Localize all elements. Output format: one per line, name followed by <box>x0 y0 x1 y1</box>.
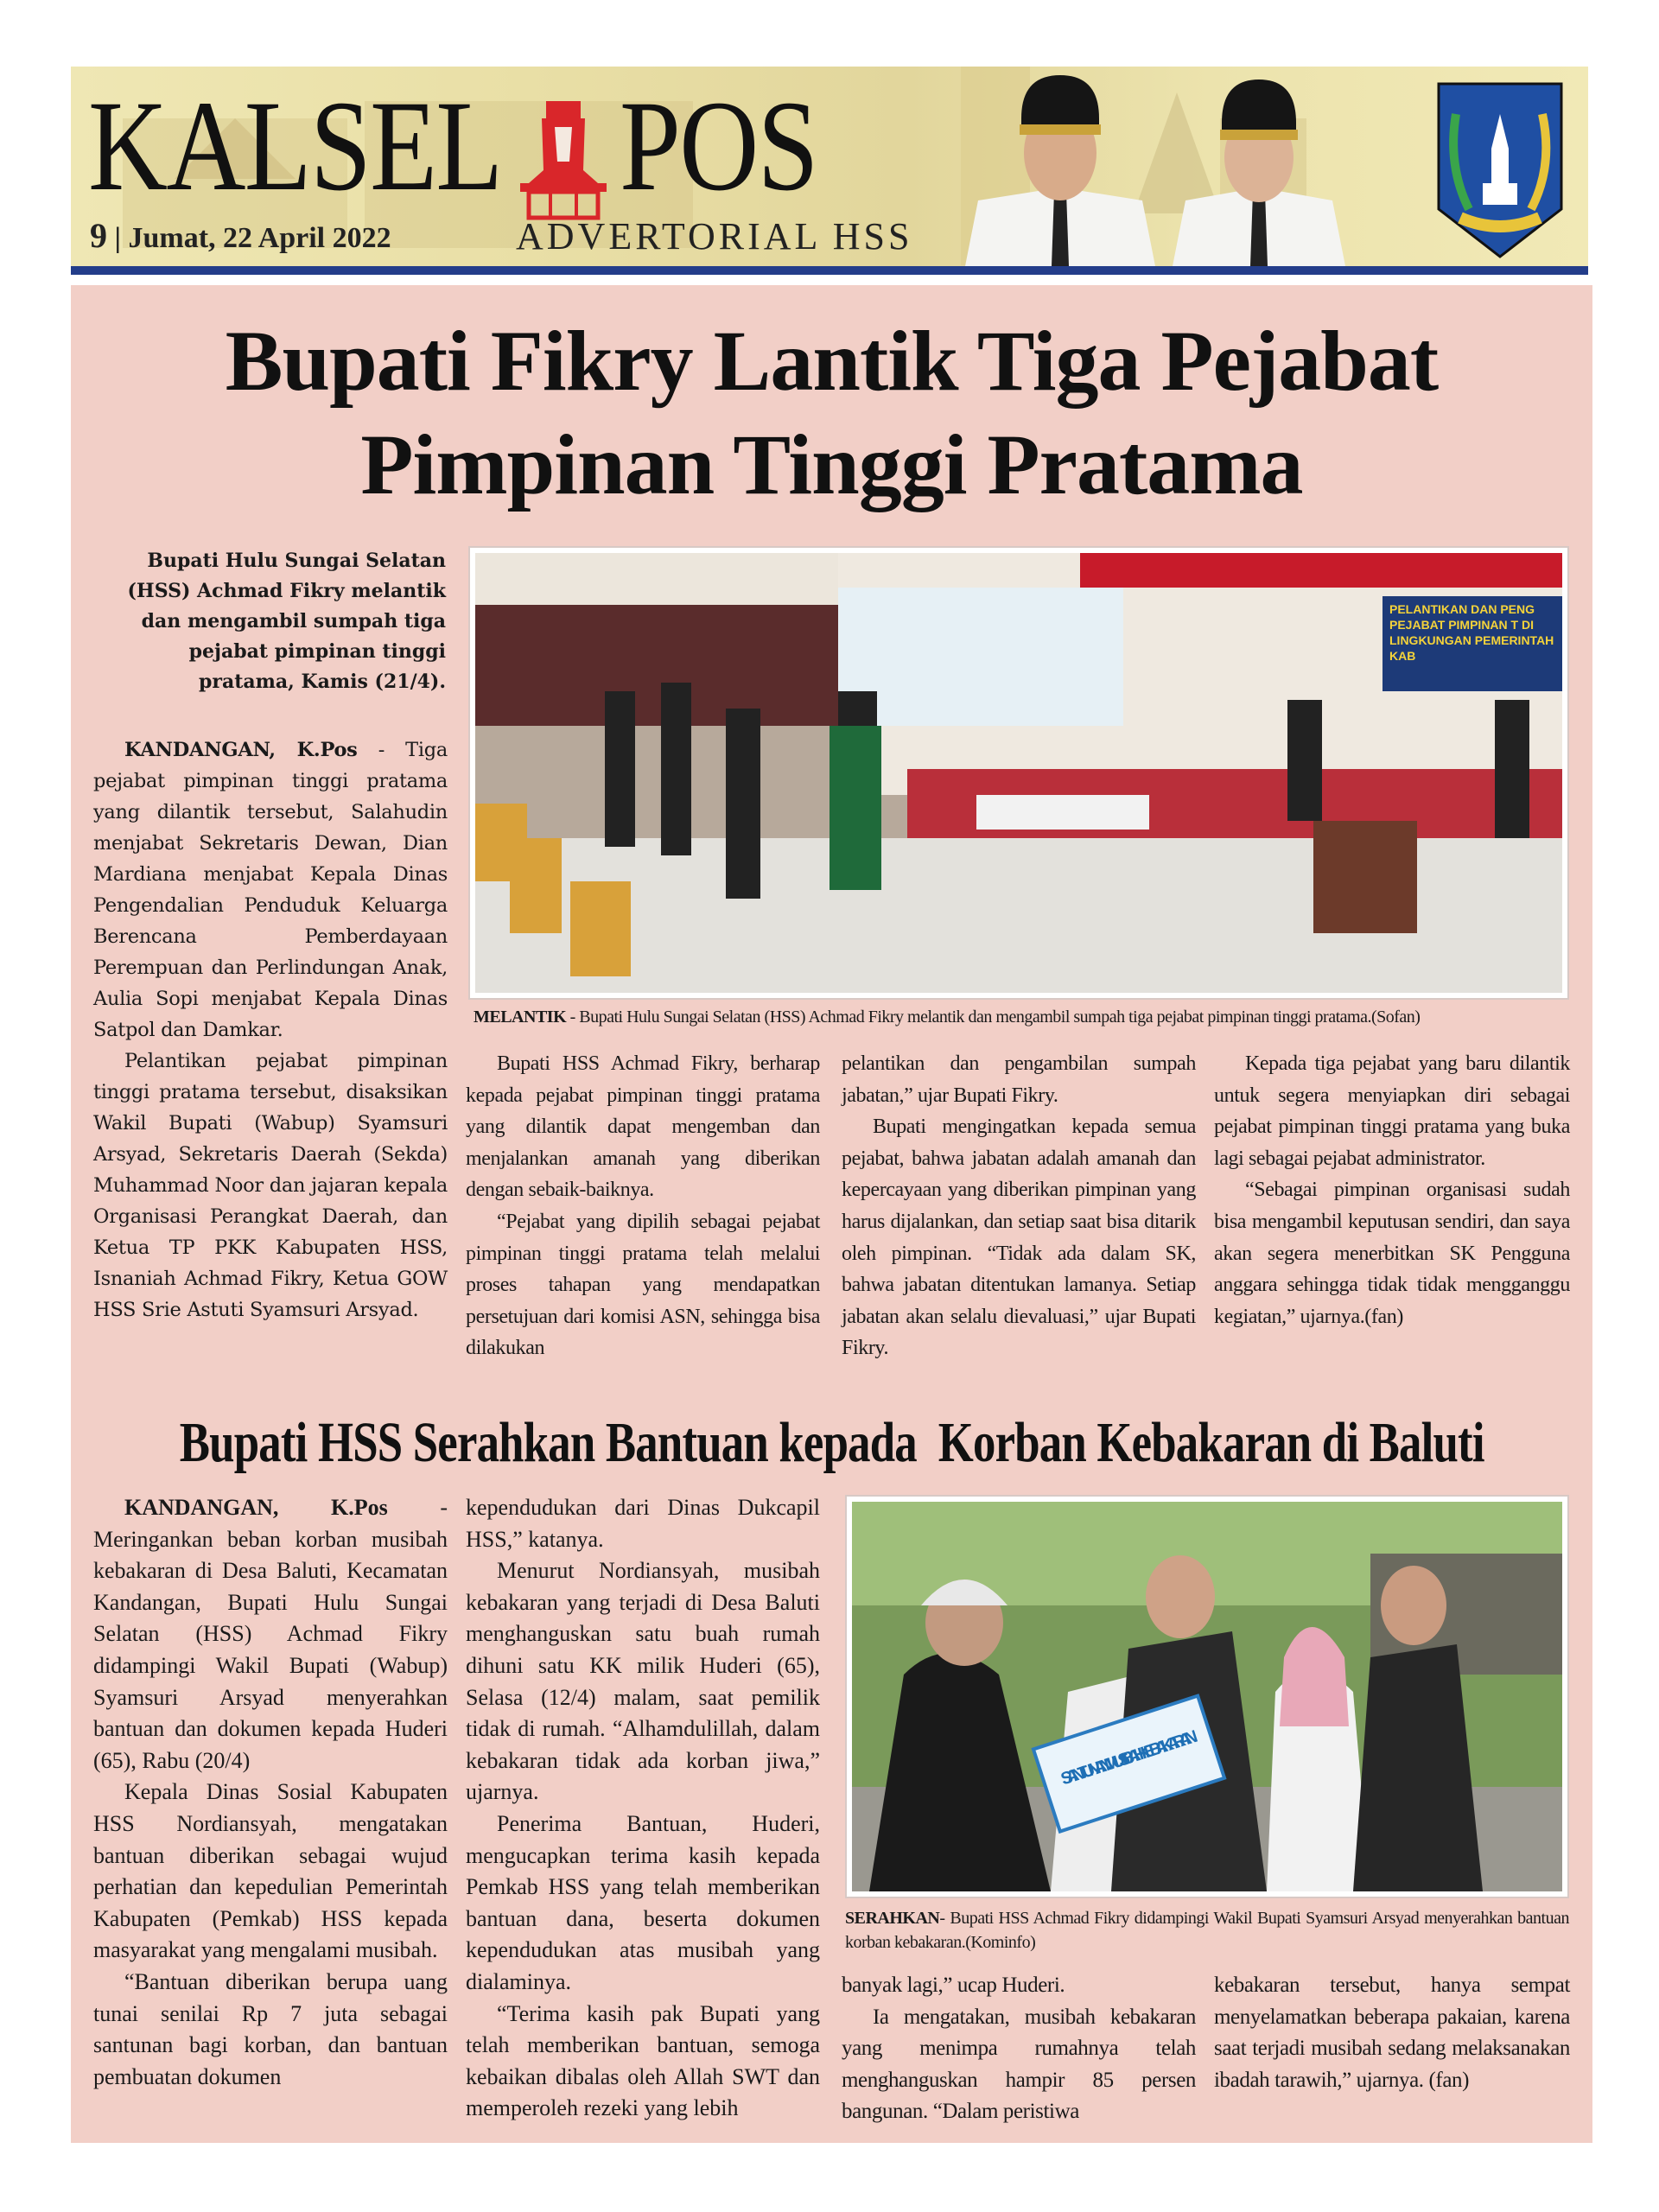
article1-column-1 <box>93 734 448 1325</box>
page-number: 9 <box>90 216 107 255</box>
masthead-title-pos <box>620 74 817 218</box>
article2-headline-text: Bupati HSS Serahkan Bantuan kepada Korban Kebakaran di Baluti <box>179 1411 1484 1474</box>
photo-banner-text: PELANTIKAN DAN PENG PEJABAT PIMPINAN T DI LINGKUNGAN PEMERINTAH KAB <box>1382 596 1562 691</box>
article2-column-4 <box>1214 1970 1570 2096</box>
section-label: ADVERTORIAL HSS <box>516 215 913 257</box>
masthead <box>71 67 1588 275</box>
article1-headline-line1: Bupati Fikry Lantik Tiga Pejabat <box>225 313 1439 409</box>
paragraph: pelantikan dan pengambilan sumpah jabatan,” ujar Bupati Fikry. <box>842 1052 1196 1107</box>
caption-label: SERAHKAN <box>845 1909 940 1928</box>
article1-lead: Bupati Hulu Sungai Selatan (HSS) Achmad Fikry melantik dan mengambil sumpah tiga pejabat pimpinan tinggi pratama, Kamis (21/4). <box>127 550 446 693</box>
paragraph: “Terima kasih pak Bupati yang telah memberikan bantuan, semoga kebaikan dibalas oleh Allah SWT dan memperoleh rezeki yang lebih <box>466 2000 820 2121</box>
article1-column-3 <box>842 1048 1196 1364</box>
masthead-divider <box>71 266 1588 275</box>
issue-date: | Jumat, 22 April 2022 <box>114 222 391 254</box>
article1-photo-caption <box>474 1006 1571 1028</box>
article1-headline-line2: Pimpinan Tinggi Pratama <box>360 416 1303 512</box>
caption-text: - Bupati HSS Achmad Fikry didampingi Wakil Bupati Syamsuri Arsyad menyerahkan bantuan korban kebakaran.(Kominfo) <box>845 1909 1569 1952</box>
caption-label: MELANTIK <box>474 1007 567 1027</box>
article2-headline <box>71 1408 1592 1478</box>
paragraph: Menurut Nordiansyah, musibah kebakaran yang terjadi di Desa Baluti menghanguskan satu buah rumah dihuni satu KK milik Huderi (65), Selasa (12/4) malam, saat pemilik tidak di rumah. “Alhamdulillah, dalam kebakaran tidak ada korban jiwa,” ujarnya. <box>466 1558 820 1805</box>
article2-dateline: KANDANGAN, K.Pos <box>124 1495 388 1520</box>
officials-portrait <box>961 71 1367 266</box>
masthead-title-kalsel <box>88 74 502 218</box>
paragraph <box>93 1492 448 1777</box>
portrait-wakil-bupati <box>1173 79 1345 266</box>
santunan-sign-text: SANTUNAN MUSIBAH KEBAKARAN <box>1058 1726 1200 1789</box>
aid-handover-scene <box>852 1502 1562 1891</box>
paragraph <box>93 734 448 1046</box>
article2-column-1 <box>93 1492 448 2093</box>
paragraph: Bupati mengingatkan kepada semua pejabat, bahwa jabatan adalah amanah dan kepercayaan yang diberikan pimpinan yang harus dijalankan, dan setiap saat bisa ditarik oleh pimpinan. “Tidak ada dalam SK, bahwa jabatan ditentukan lamanya. Setiap jabatan akan selalu dievaluasi,” ujar Bupati Fikry. <box>842 1116 1196 1360</box>
article2-photo-caption <box>845 1906 1569 1955</box>
masthead-title-pos-text: POS <box>620 74 817 218</box>
article2-photo-aid-handover <box>847 1497 1567 1897</box>
paragraph-text: - Tiga pejabat pimpinan tinggi pratama yang dilantik tersebut, Salahudin menjabat Sekretaris Dewan, Dian Mardiana menjabat Kepala Dinas Pengendalian Penduduk Keluarga Berencana Pemberdayaan Perempuan dan Perlindungan Anak, Aulia Sopi menjabat Kepala Dinas Satpol dan Damkar. <box>93 739 448 1041</box>
paragraph: Bupati HSS Achmad Fikry, berharap kepada pejabat pimpinan tinggi pratama yang dilantik dapat mengemban dan menjalankan amanah yang diberikan dengan sebaik-baiknya. <box>466 1052 820 1202</box>
caption-text: - Bupati Hulu Sungai Selatan (HSS) Achmad Fikry melantik dan mengambil sumpah tiga pejabat pimpinan tinggi pratama.(Sofan) <box>566 1007 1421 1027</box>
paragraph: Kepala Dinas Sosial Kabupaten HSS Nordiansyah, mengatakan bantuan diberikan sebagai wujud perhatian dan kepedulian Pemerintah Kabupaten (Pemkab) HSS kepada masyarakat yang mengalami musibah. <box>93 1779 448 1963</box>
hss-regency-emblem-icon <box>1434 79 1566 261</box>
article1-dateline: KANDANGAN, K.Pos <box>124 739 358 761</box>
paragraph: “Sebagai pimpinan organisasi sudah bisa mengambil keputusan sendiri, dan saya akan segera menerbitkan SK Pengguna anggara sehingga tidak tidak mengganggu kegiatan,” ujarnya.(fan) <box>1214 1179 1570 1328</box>
article1-column-2 <box>466 1048 820 1364</box>
masthead-title-kalsel-text: KALSEL <box>88 74 502 218</box>
issue-dateline <box>90 216 391 256</box>
paragraph: Kepada tiga pejabat yang baru dilantik untuk segera menyiapkan diri sebagai pejabat pimpinan tinggi pratama yang buka lagi sebagai pejabat administrator. <box>1214 1052 1570 1170</box>
article1-photo-inauguration <box>470 548 1567 998</box>
paragraph: kebakaran tersebut, hanya sempat menyelamatkan beberapa pakaian, karena saat terjadi musibah sedang melaksanakan ibadah tarawih,” ujarnya. (fan) <box>1214 1974 1570 2092</box>
paragraph: Penerima Bantuan, Huderi, mengucapkan terima kasih kepada Pemkab HSS yang telah memberikan bantuan dana, beserta dokumen kependudukan atas musibah yang dialaminya. <box>466 1810 820 1994</box>
paragraph-text: - Meringankan beban korban musibah kebakaran di Desa Baluti, Kecamatan Kandangan, Bupati Hulu Sungai Selatan (HSS) Achmad Fikry didampingi Wakil Bupati (Wabup) Syamsuri Arsyad menyerahkan bantuan dan dokumen kepada Huderi (65), Rabu (20/4) <box>93 1495 448 1773</box>
paragraph: Ia mengatakan, musibah kebakaran yang menimpa rumahnya telah menghanguskan hampir 85 persen bangunan. “Dalam peristiwa <box>842 2005 1196 2124</box>
kalsel-pos-logo-icon <box>516 101 611 222</box>
article2-column-3 <box>842 1970 1196 2128</box>
article2-column-2 <box>466 1492 820 2125</box>
paragraph: “Bantuan diberikan berupa uang tunai senilai Rp 7 juta sebagai santunan bagi korban, dan bantuan pembuatan dokumen <box>93 1968 448 2089</box>
article1-column-4 <box>1214 1048 1570 1332</box>
paragraph: Pelantikan pejabat pimpinan tinggi pratama tersebut, disaksikan Wakil Bupati (Wabup) Syamsuri Arsyad, Sekretaris Daerah (Sekda) Muhammad Noor dan jajaran kepala Organisasi Perangkat Daerah, dan Ketua TP PKK Kabupaten HSS, Isnaniah Achmad Fikry, Ketua GOW HSS Srie Astuti Syamsuri Arsyad. <box>93 1050 448 1321</box>
paragraph: “Pejabat yang dipilih sebagai pejabat pimpinan tinggi pratama telah melalui proses tahapan yang mendapatkan persetujuan dari komisi ASN, sehingga bisa dilakukan <box>466 1210 820 1360</box>
portrait-bupati <box>965 75 1155 266</box>
paragraph: banyak lagi,” ucap Huderi. <box>842 1974 1065 1997</box>
paragraph: kependudukan dari Dinas Dukcapil HSS,” katanya. <box>466 1495 820 1552</box>
